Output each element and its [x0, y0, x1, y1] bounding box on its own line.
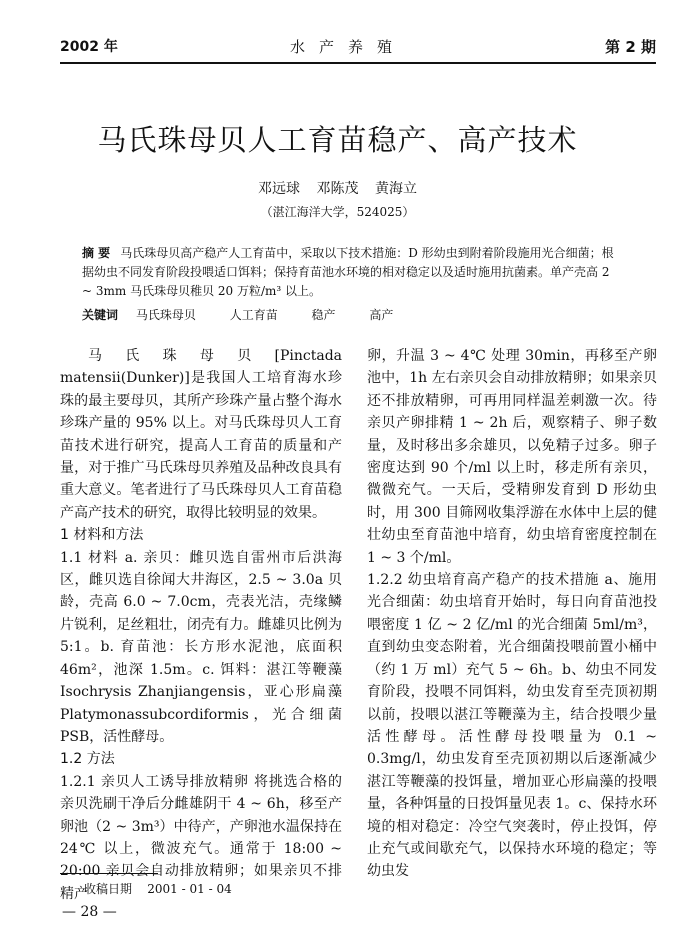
section-heading-materials-methods: 1 材料和方法 — [60, 527, 144, 544]
header-year: 2002 年 — [60, 39, 118, 55]
larval-rearing-paragraph: 1.2.2 幼虫培育高产稳产的技术措施 a、施用光合细菌：幼虫培育开始时，每日向育苗池投喂密度 1 亿 ~ 2 亿/ml 的光合细菌 5ml/m³，直到幼虫变态附着，光合细菌投喂前置小桶中（约 1 万 ml）充气 5 ~ 6h。b、幼虫不同发育阶段，投喂不同饵料，幼虫发育至壳顶初期以前，投喂以湛江等鞭藻为主，结合投喂少量活性酵母。活性酵母投喂量为 0.1 ~ 0.3mg/l，幼虫发育至壳顶初期以后逐渐减少湛江等鞭藻的投饵量，增加亚心形扁藻的投喂量，各种饵量的日投饵量见表 1。c、保持水环境的相对稳定：冷空气突袭时，停止投饵，停止充气或间歇充气，以保持水环境的稳定；等幼虫发 — [367, 572, 657, 880]
keywords — [82, 306, 616, 323]
body-column-right — [367, 345, 657, 883]
page-number: — 28 — — [62, 904, 117, 920]
received-date: 2001 - 01 - 04 — [147, 882, 232, 896]
spawning-paragraph: 1.2.1 亲贝人工诱导排放精卵 将挑选合格的亲贝洗刷干净后分雌雄阴干 4 ~ 6h，移至产卵池（2 ~ 3m³）中待产，产卵池水温保持在 24℃ 以上，微波充气。通常于 18:00 ~ 20:00 亲贝会自动排放精卵；如果亲贝不排精产 — [60, 773, 342, 902]
received-date-footnote — [84, 880, 232, 897]
author-list — [0, 178, 675, 198]
materials-paragraph: 1.1 材料 a. 亲贝：雌贝选自雷州市后洪海区，雌贝选自徐闻大井海区，2.5 ~ 3.0a 贝龄，壳高 6.0 ~ 7.0cm，壳表光洁，壳缘鳞片锐利，足丝粗壮，闭壳有力。雌雄贝比例为 5:1。b. 育苗池：长方形水泥池，底面积 46m²，池深 1.5m。c. 饵料：湛江等鞭藻 Isochrysis Zhanjiangensis，亚心形扁藻 Platymonassubcordiformis，光合细菌 PSB，活性酵母。 — [60, 549, 342, 745]
spawning-paragraph-continued: 卵，升温 3 ~ 4℃ 处理 30min，再移至产卵池中，1h 左右亲贝会自动排放精卵；如果亲贝还不排放精卵，可再用同样温差刺激一次。待亲贝产卵排精 1 ~ 2h 后，观察精子、卵子数量，及时移出多余雄贝，以免精子过多。卵子密度达到 90 个/ml 以上时，移走所有亲贝，微微充气。一天后，受精卵发育到 D 形幼虫时，用 300 目筛网收集浮游在水体中上层的健壮幼虫至育苗池中培育，幼虫培育密度控制在 1 ~ 3 个/ml。 — [367, 348, 657, 566]
header-journal-name: 水产养殖 — [290, 38, 407, 56]
keyword: 人工育苗 — [229, 308, 278, 322]
received-label: 收稿日期 — [84, 882, 133, 896]
keyword: 稳产 — [311, 308, 336, 322]
author-name: 邓远球 — [258, 181, 301, 197]
running-header — [60, 36, 656, 64]
abstract — [82, 244, 616, 301]
header-issue: 第 2 期 — [605, 38, 656, 56]
abstract-text: 马氏珠母贝高产稳产人工育苗中，采取以下技术措施：D 形幼虫到附着阶段施用光合细菌；根据幼虫不同发育阶段投喂适口饵料；保持育苗池水环境的相对稳定以及适时施用抗菌素。单产壳高 2 ~ 3mm 马氏珠母贝稚贝 20 万粒/m³ 以上。 — [82, 246, 614, 298]
intro-paragraph: 马氏珠母贝[Pinctada matensii(Dunker)]是我国人工培育海水珍珠的最主要母贝，其所产珍珠产量占整个海水珍珠产量的 95% 以上。对马氏珠母贝人工育苗技术进行研究，提高人工育苗的质量和产量，对于推广马氏珠母贝养殖及品种改良具有重大意义。笔者进行了马氏珠母贝人工育苗稳产高产技术的研究，取得比较明显的效果。 — [60, 348, 342, 521]
keyword: 高产 — [369, 308, 394, 322]
author-name: 黄海立 — [374, 181, 417, 197]
footnote-divider — [60, 873, 158, 874]
body-column-left — [60, 345, 342, 905]
article-title: 马氏珠母贝人工育苗稳产、高产技术 — [97, 123, 578, 157]
subsection-heading-methods: 1.2 方法 — [60, 751, 115, 768]
keywords-label: 关键词 — [82, 308, 119, 322]
author-affiliation: （湛江海洋大学，524025） — [260, 205, 415, 219]
keyword: 马氏珠母贝 — [135, 308, 196, 322]
author-name: 邓陈茂 — [316, 181, 359, 197]
abstract-label: 摘 要 — [82, 246, 111, 260]
